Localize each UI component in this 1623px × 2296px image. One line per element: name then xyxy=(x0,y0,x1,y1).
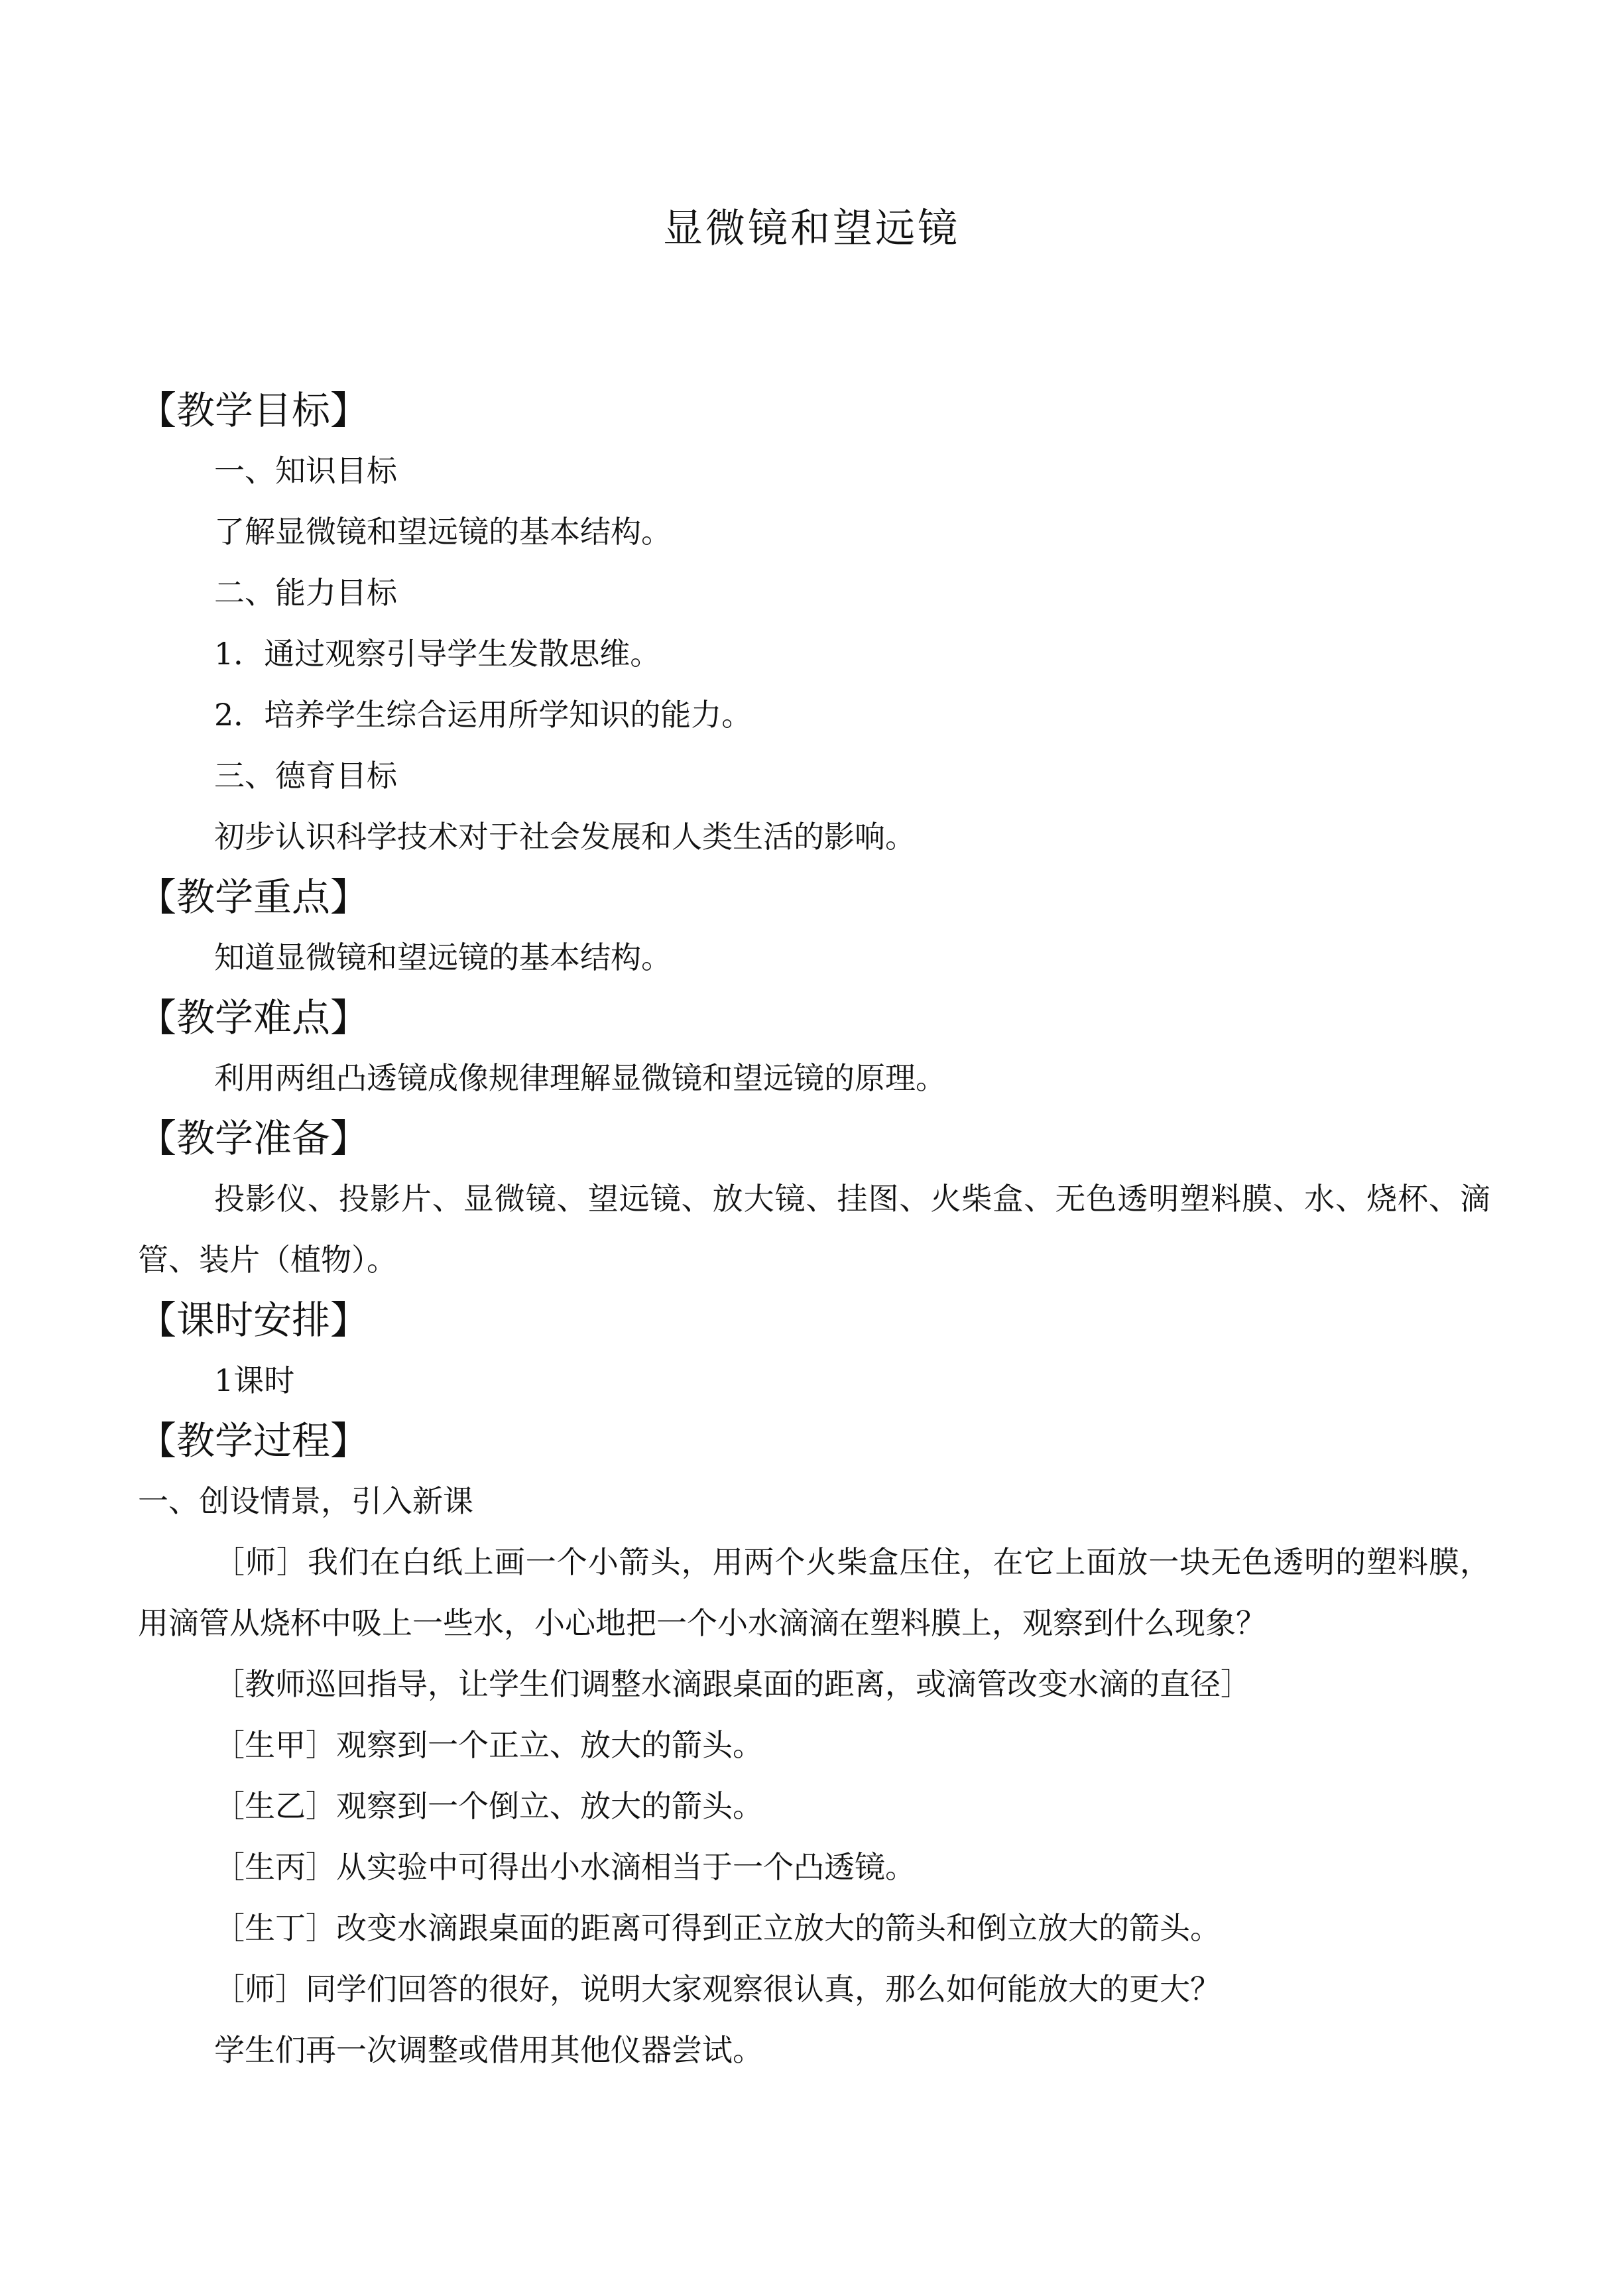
heading-objectives: 【教学目标】 xyxy=(138,388,369,433)
heading-process: 【教学过程】 xyxy=(138,1418,369,1463)
process-paragraph-3: ［生甲］观察到一个正立、放大的箭头。 xyxy=(214,1727,763,1763)
heading-key-points: 【教学重点】 xyxy=(138,875,369,920)
difficulties-text: 利用两组凸透镜成像规律理解显微镜和望远镜的原理。 xyxy=(214,1060,946,1096)
knowledge-objective-text: 了解显微镜和望远镜的基本结构。 xyxy=(214,514,672,550)
heading-schedule: 【课时安排】 xyxy=(138,1298,369,1343)
process-paragraph-5: ［生丙］从实验中可得出小水滴相当于一个凸透镜。 xyxy=(214,1849,916,1885)
preparation-text: 投影仪、投影片、显微镜、望远镜、放大镜、挂图、火柴盒、无色透明塑料膜、水、烧杯、滴管、装片（植物）。 xyxy=(138,1181,1490,1278)
knowledge-objective-label: 一、知识目标 xyxy=(214,453,397,489)
process-paragraph-4: ［生乙］观察到一个倒立、放大的箭头。 xyxy=(214,1788,763,1824)
process-paragraph-2: ［教师巡回指导，让学生们调整水滴跟桌面的距离，或滴管改变水滴的直径］ xyxy=(214,1666,1251,1702)
moral-objective-text: 初步认识科学技术对于社会发展和人类生活的影响。 xyxy=(214,819,916,855)
process-step-1: 一、创设情景，引入新课 xyxy=(138,1483,473,1519)
process-paragraph-7: ［师］同学们回答的很好，说明大家观察很认真，那么如何能放大的更大？ xyxy=(214,1971,1221,2007)
schedule-text: 1课时 xyxy=(214,1362,295,1398)
document-title: 显微镜和望远镜 xyxy=(663,206,960,252)
process-paragraph-6: ［生丁］改变水滴跟桌面的距离可得到正立放大的箭头和倒立放大的箭头。 xyxy=(214,1910,1221,1946)
ability-objective-item-1: 1．通过观察引导学生发散思维。 xyxy=(214,636,661,672)
document-body xyxy=(138,381,1490,2081)
key-points-text: 知道显微镜和望远镜的基本结构。 xyxy=(214,939,672,975)
heading-preparation: 【教学准备】 xyxy=(138,1116,369,1161)
process-paragraph-1: ［师］我们在白纸上画一个小箭头，用两个火柴盒压住，在它上面放一块无色透明的塑料膜，用滴管从烧杯中吸上一些水，小心地把一个小水滴滴在塑料膜上，观察到什么现象？ xyxy=(138,1544,1490,1641)
moral-objective-label: 三、德育目标 xyxy=(214,758,397,794)
process-paragraph-8: 学生们再一次调整或借用其他仪器尝试。 xyxy=(214,2032,763,2068)
ability-objective-item-2: 2．培养学生综合运用所学知识的能力。 xyxy=(214,697,752,733)
ability-objective-label: 二、能力目标 xyxy=(214,575,397,611)
heading-difficulties: 【教学难点】 xyxy=(138,995,369,1040)
